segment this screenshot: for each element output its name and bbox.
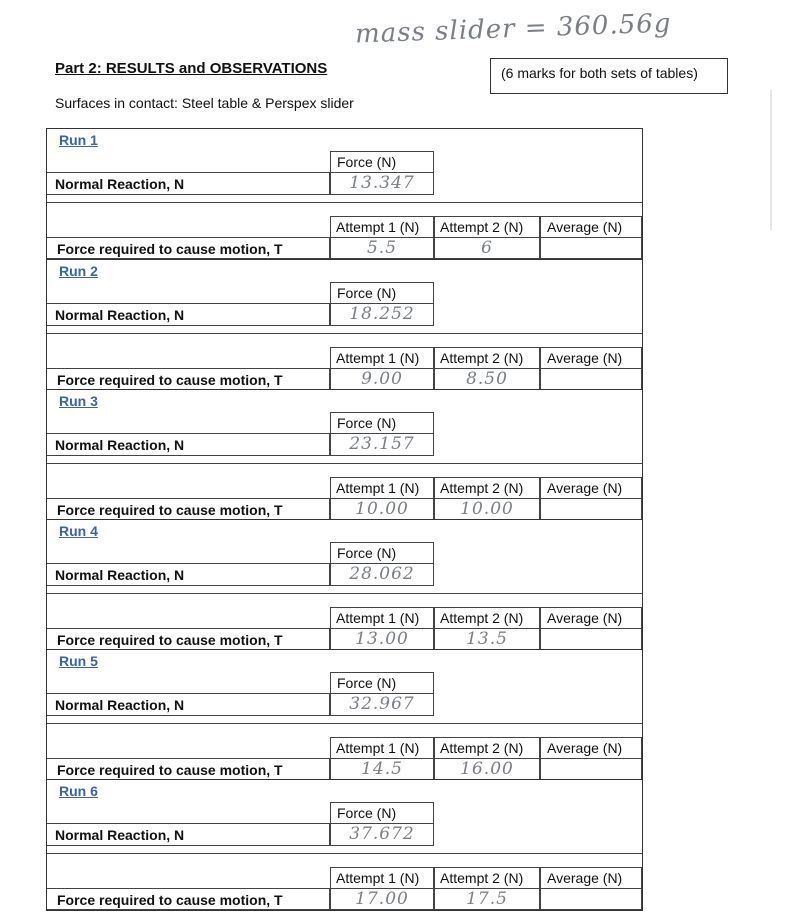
normal-reaction-value[interactable]: 18.252 [330, 303, 434, 326]
normal-reaction-label: Normal Reaction, N [47, 172, 330, 195]
average-value[interactable] [540, 498, 642, 520]
attempt2-value[interactable]: 16.00 [434, 758, 540, 780]
attempt2-header: Attempt 2 (N) [434, 477, 540, 499]
attempt1-header: Attempt 1 (N) [330, 347, 434, 369]
divider [47, 463, 642, 464]
run-block-5 [47, 649, 642, 780]
force-required-label: Force required to cause motion, T [47, 498, 330, 520]
attempt1-header: Attempt 1 (N) [330, 867, 434, 889]
run-block-2 [47, 259, 642, 390]
force-header: Force (N) [330, 802, 434, 824]
attempt2-header: Attempt 2 (N) [434, 216, 540, 238]
normal-reaction-label: Normal Reaction, N [47, 693, 330, 716]
scan-edge-mark [770, 90, 772, 230]
normal-reaction-value[interactable]: 28.062 [330, 563, 434, 586]
attempt2-value[interactable]: 10.00 [434, 498, 540, 520]
divider [47, 723, 642, 724]
attempt2-header: Attempt 2 (N) [434, 737, 540, 759]
divider [47, 593, 642, 594]
force-required-label: Force required to cause motion, T [47, 758, 330, 780]
average-header: Average (N) [540, 607, 642, 629]
marks-note: (6 marks for both sets of tables) [490, 58, 728, 94]
divider [47, 333, 642, 334]
average-header: Average (N) [540, 737, 642, 759]
force-header: Force (N) [330, 672, 434, 694]
attempt2-value[interactable]: 8.50 [434, 368, 540, 390]
attempt1-header: Attempt 1 (N) [330, 477, 434, 499]
run-block-3 [47, 389, 642, 520]
normal-reaction-label: Normal Reaction, N [47, 823, 330, 846]
run-block-4 [47, 519, 642, 650]
attempt2-value[interactable]: 13.5 [434, 628, 540, 650]
force-required-label: Force required to cause motion, T [47, 628, 330, 650]
attempt2-header: Attempt 2 (N) [434, 607, 540, 629]
average-header: Average (N) [540, 477, 642, 499]
average-value[interactable] [540, 237, 642, 259]
force-header: Force (N) [330, 151, 434, 173]
attempt2-header: Attempt 2 (N) [434, 347, 540, 369]
divider [47, 853, 642, 854]
force-required-label: Force required to cause motion, T [47, 237, 330, 259]
force-header: Force (N) [330, 412, 434, 434]
normal-reaction-label: Normal Reaction, N [47, 433, 330, 456]
force-required-label: Force required to cause motion, T [47, 888, 330, 910]
attempt1-header: Attempt 1 (N) [330, 216, 434, 238]
normal-reaction-value[interactable]: 37.672 [330, 823, 434, 846]
normal-reaction-label: Normal Reaction, N [47, 303, 330, 326]
attempt1-value[interactable]: 9.00 [330, 368, 434, 390]
normal-reaction-value[interactable]: 13.347 [330, 172, 434, 195]
attempt1-value[interactable]: 14.5 [330, 758, 434, 780]
run-title[interactable]: Run 4 [59, 523, 98, 539]
divider [47, 202, 642, 203]
run-title[interactable]: Run 6 [59, 783, 98, 799]
run-title[interactable]: Run 5 [59, 653, 98, 669]
average-value[interactable] [540, 758, 642, 780]
attempt1-value[interactable]: 13.00 [330, 628, 434, 650]
run-block-1 [47, 129, 642, 259]
average-value[interactable] [540, 368, 642, 390]
run-title[interactable]: Run 3 [59, 393, 98, 409]
force-required-label: Force required to cause motion, T [47, 368, 330, 390]
run-title[interactable]: Run 2 [59, 263, 98, 279]
average-header: Average (N) [540, 347, 642, 369]
attempt2-header: Attempt 2 (N) [434, 867, 540, 889]
force-header: Force (N) [330, 542, 434, 564]
normal-reaction-value[interactable]: 32.967 [330, 693, 434, 716]
attempt2-value[interactable]: 17.5 [434, 888, 540, 910]
attempt2-value[interactable]: 6 [434, 237, 540, 259]
average-header: Average (N) [540, 216, 642, 238]
normal-reaction-value[interactable]: 23.157 [330, 433, 434, 456]
run-title[interactable]: Run 1 [59, 132, 98, 148]
run-block-6 [47, 779, 642, 910]
attempt1-header: Attempt 1 (N) [330, 737, 434, 759]
surfaces-in-contact: Surfaces in contact: Steel table & Perspex slider [55, 95, 354, 111]
average-value[interactable] [540, 888, 642, 910]
part-title: Part 2: RESULTS and OBSERVATIONS [55, 60, 328, 77]
force-header: Force (N) [330, 282, 434, 304]
attempt1-value[interactable]: 10.00 [330, 498, 434, 520]
results-table [46, 128, 643, 911]
average-header: Average (N) [540, 867, 642, 889]
mass-slider-note: mass slider = 360.56g [354, 8, 672, 50]
average-value[interactable] [540, 628, 642, 650]
attempt1-value[interactable]: 5.5 [330, 237, 434, 259]
attempt1-header: Attempt 1 (N) [330, 607, 434, 629]
normal-reaction-label: Normal Reaction, N [47, 563, 330, 586]
attempt1-value[interactable]: 17.00 [330, 888, 434, 910]
